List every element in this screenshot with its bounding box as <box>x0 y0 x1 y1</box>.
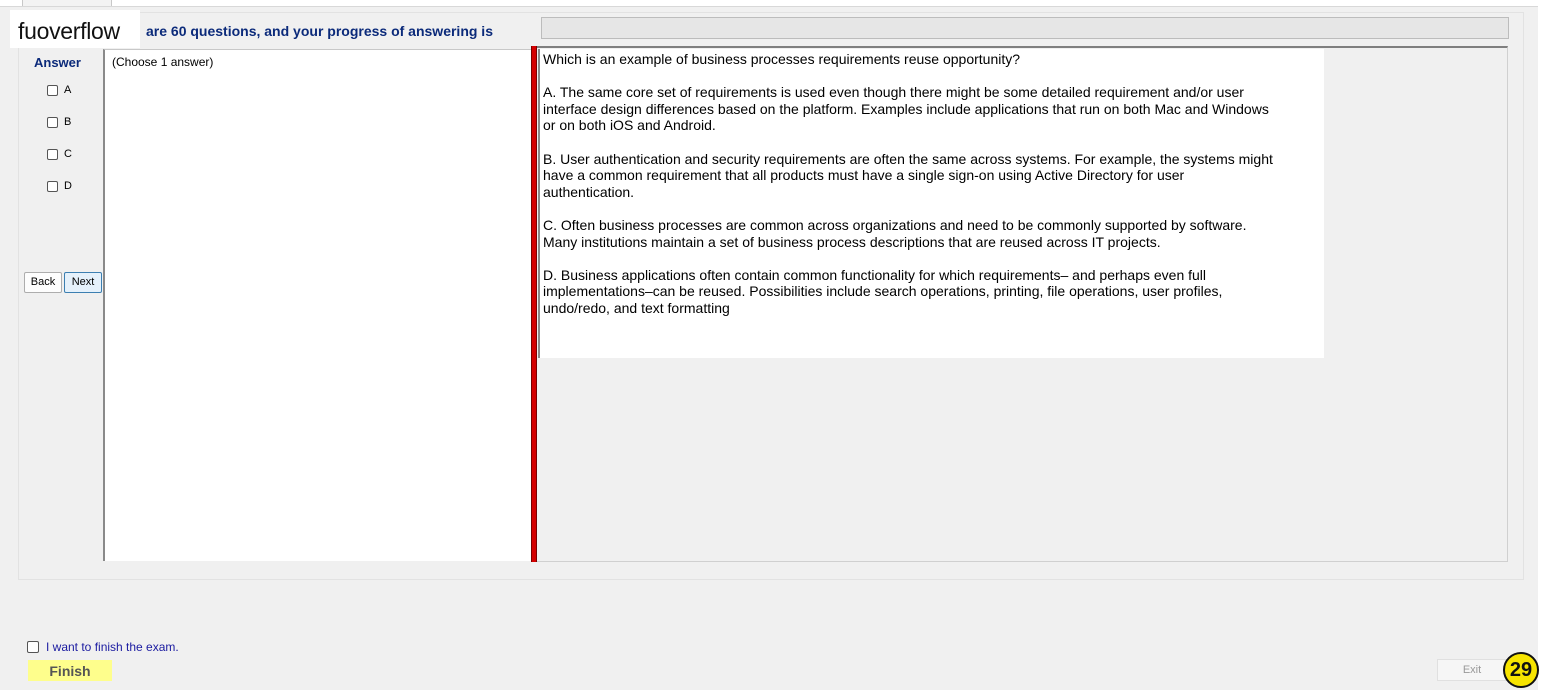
finish-button[interactable]: Finish <box>28 660 112 681</box>
option-b-label: B <box>64 116 72 128</box>
question-choice-b: B. User authentication and security requirements are often the same across systems. For example, the systems might have a common requirement that all products must have a single sign-on using Active Directory for user authentication. <box>543 150 1273 200</box>
answer-title: Answer <box>34 55 81 70</box>
option-a[interactable] <box>47 84 71 96</box>
progress-bar <box>541 17 1509 39</box>
option-d-checkbox[interactable] <box>47 181 58 192</box>
answer-instruction-panel <box>103 49 531 561</box>
option-a-checkbox[interactable] <box>47 85 58 96</box>
option-d-label: D <box>64 180 72 192</box>
top-strip <box>0 0 1542 7</box>
option-b-checkbox[interactable] <box>47 117 58 128</box>
question-box <box>538 49 1324 358</box>
question-choice-c: C. Often business processes are common across organizations and need to be commonly supported by software. Many institutions maintain a set of business process descriptions that are reused across IT projects. <box>543 216 1247 250</box>
finish-exam-checkbox-row[interactable] <box>27 640 179 654</box>
page-number-badge: 29 <box>1503 652 1539 688</box>
option-c[interactable] <box>47 148 72 160</box>
finish-exam-label: I want to finish the exam. <box>46 640 179 654</box>
progress-label: are 60 questions, and your progress of answering is <box>146 23 493 39</box>
window-edge <box>1538 0 1542 690</box>
question-choice-d: D. Business applications often contain common functionality for which requirements– and perhaps even full implementations–can be reused. Possibilities include search operations, printing, file operations, user profiles, undo/redo, and text formatting <box>543 266 1223 316</box>
next-button[interactable]: Next <box>64 272 102 293</box>
option-d[interactable] <box>47 180 72 192</box>
question-choice-a: A. The same core set of requirements is used even though there might be some detailed requirement and/or user interface design differences based on the platform. Examples include applications that run on both Mac and Windows or on both iOS and Android. <box>543 84 1269 134</box>
back-button[interactable]: Back <box>24 272 62 293</box>
brand-watermark: fuoverflow <box>10 10 140 48</box>
option-b[interactable] <box>47 116 71 128</box>
exit-button[interactable]: Exit <box>1437 659 1507 681</box>
option-a-label: A <box>64 84 72 96</box>
choose-instruction: (Choose 1 answer) <box>112 55 214 69</box>
finish-exam-checkbox[interactable] <box>27 641 39 653</box>
question-stem: Which is an example of business processes requirements reuse opportunity? <box>543 51 1021 67</box>
option-c-label: C <box>64 148 72 160</box>
option-c-checkbox[interactable] <box>47 149 58 160</box>
question-content <box>543 51 1273 333</box>
top-tab[interactable] <box>22 0 112 6</box>
